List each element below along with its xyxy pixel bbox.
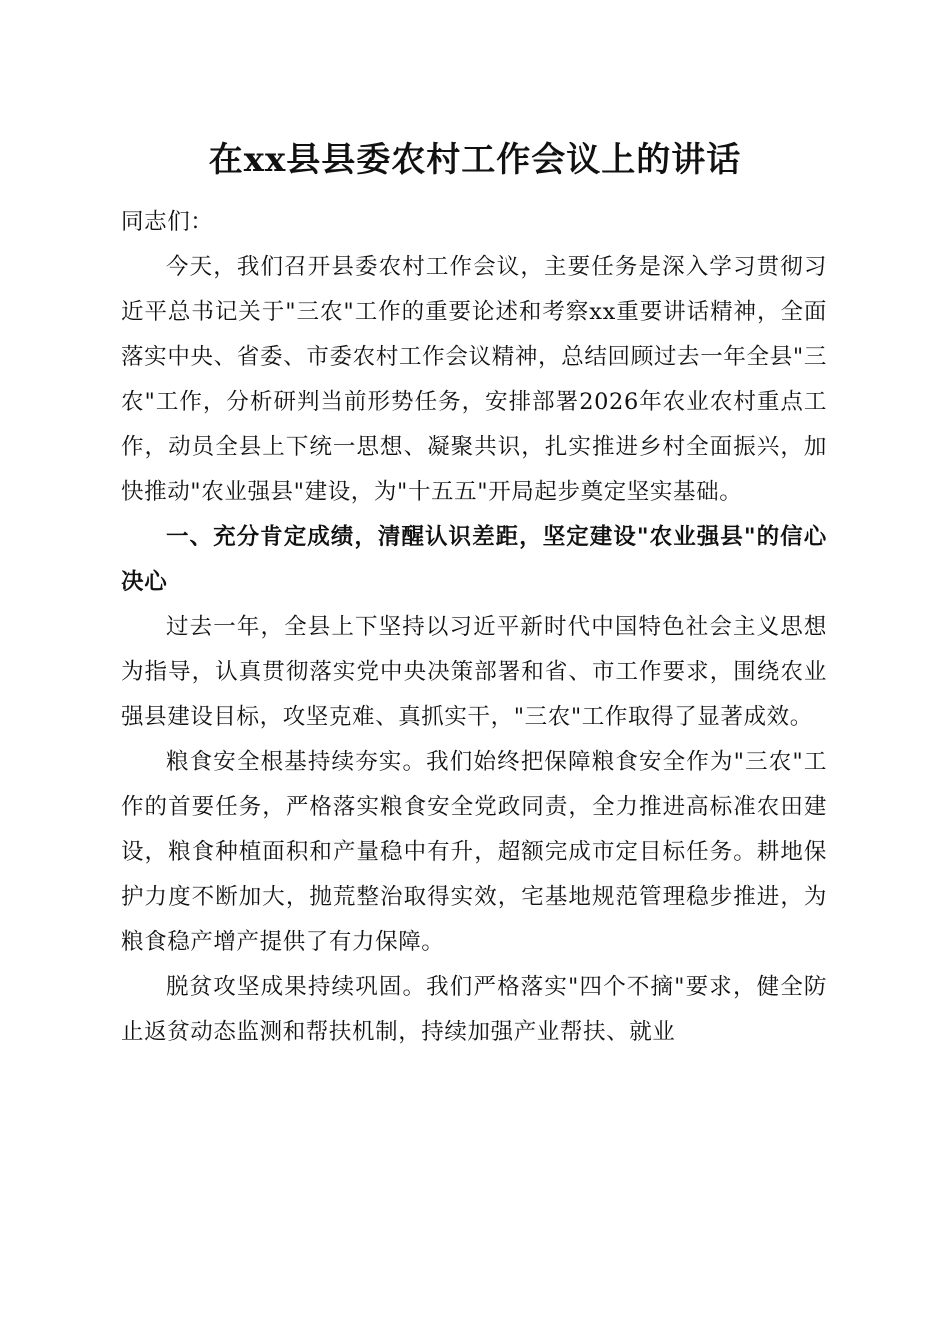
paragraph-food-security: 粮食安全根基持续夯实。我们始终把保障粮食安全作为"三农"工作的首要任务，严格落实粮食安全党政同责，全力推进高标准农田建设，粮食种植面积和产量稳中有升，超额完成市定目标任务。耕地保护力度不断加大，抛荒整治取得实效，宅基地规范管理稳步推进，为粮食稳产增产提供了有力保障。 [121,749,827,955]
section-heading-1: 一、充分肯定成绩，清醒认识差距，坚定建设"农业强县"的信心决心 [121,524,827,595]
document-body [121,200,827,1055]
paragraph-achievements: 过去一年，全县上下坚持以习近平新时代中国特色社会主义思想为指导，认真贯彻落实党中央决策部署和省、市工作要求，围绕农业强县建设目标，攻坚克难、真抓实干，"三农"工作取得了显著成效。 [121,614,827,730]
paragraph-intro: 今天，我们召开县委农村工作会议，主要任务是深入学习贯彻习近平总书记关于"三农"工作的重要论述和考察xx重要讲话精神，全面落实中央、省委、市委农村工作会议精神，总结回顾过去一年全县"三农"工作，分析研判当前形势任务，安排部署2026年农业农村重点工作，动员全县上下统一思想、凝聚共识，扎实推进乡村全面振兴，加快推动"农业强县"建设，为"十五五"开局起步奠定坚实基础。 [121,254,827,505]
document-title: 在xx县县委农村工作会议上的讲话 [208,140,742,180]
salutation: 同志们： [121,209,214,235]
paragraph-poverty-alleviation: 脱贫攻坚成果持续巩固。我们严格落实"四个不摘"要求，健全防止返贫动态监测和帮扶机制，持续加强产业帮扶、就业 [121,974,827,1045]
